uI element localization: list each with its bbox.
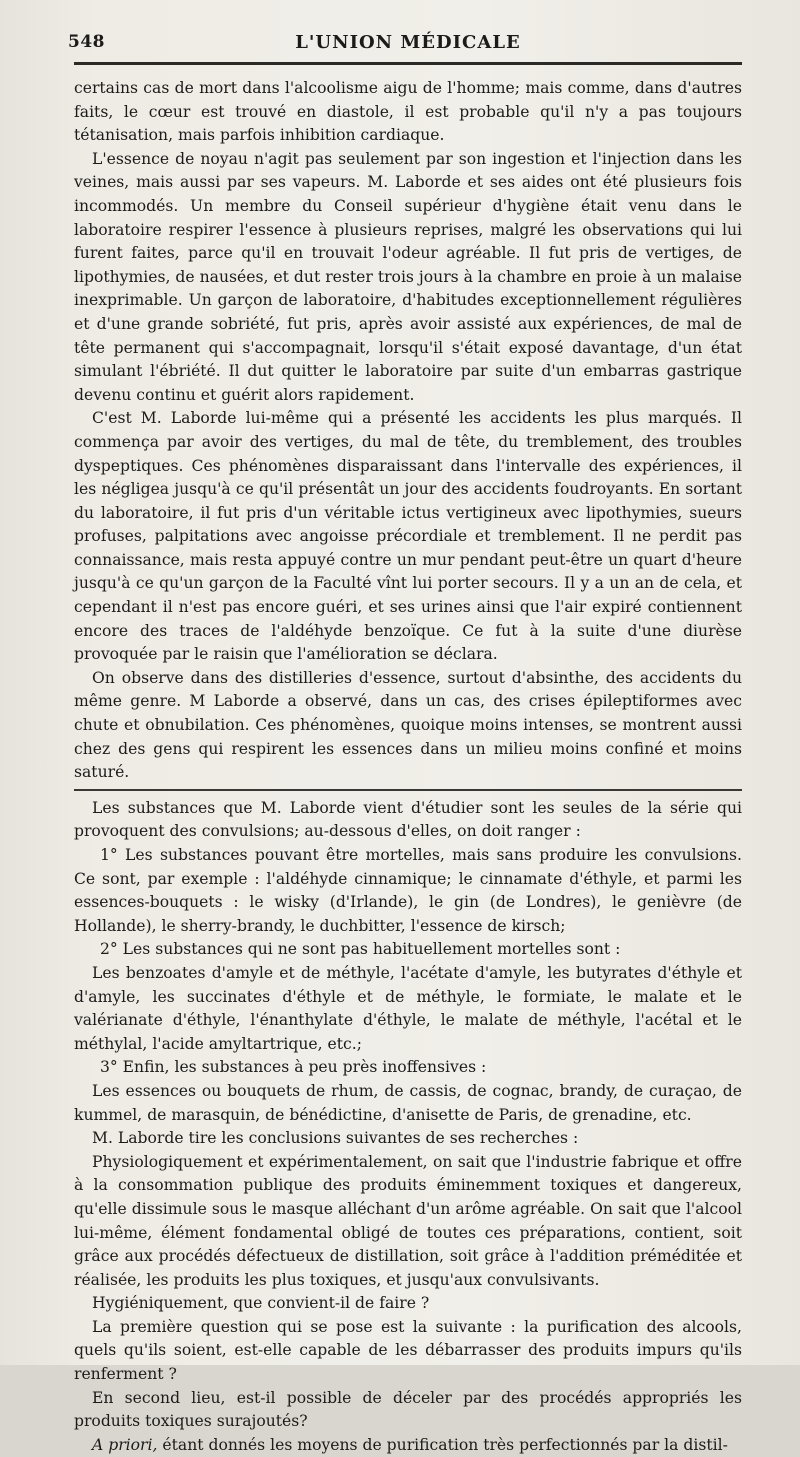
paragraph-distilleries: On observe dans des distilleries d'essence, surtout d'absinthe, des accidents du même genre. M Laborde a observé, dans un cas, des crises épileptiformes avec chute et obnubilation. Ces phénomènes, quoique moins intenses, se montrent aussi chez des gens qui respirent les essences dans un milieu moins confiné et moins saturé. [74,668,742,782]
section-divider [74,789,742,791]
paragraph-first-question: La première question qui se pose est la suivante : la purification des alcools, quels qu'ils soient, est-elle capable de les débarrasser des produits impurs qu'ils renferment ? [74,1317,742,1384]
paragraph-physiological-conclusion: Physiologiquement et expérimentalement, on sait que l'industrie fabrique et offre à la consommation publique des produits éminemment toxiques et dangereux, qu'elle dissimule sous le masque alléchant d'un arôme agréable. On sait que l'alcool lui-même, élément fondamental obligé de toutes ces préparations, contient, soit grâce aux procédés défectueux de distillation, soit grâce à l'addition préméditée et réalisée, les produits les plus toxiques, et jusqu'aux convulsivants. [74,1152,742,1289]
paragraph-second-question: En second lieu, est-il possible de déceler par des procédés appropriés les produits toxiques surajoutés? [74,1388,742,1431]
paragraph-harmless-substances: Les essences ou bouquets de rhum, de cassis, de cognac, brandy, de curaçao, de kummel, de marasquin, de bénédictine, d'anisette de Paris, de grenadine, etc. [74,1081,742,1124]
paragraph-vapours: L'essence de noyau n'agit pas seulement par son ingestion et l'injection dans les veines, mais aussi par ses vapeurs. M. Laborde et ses aides ont été plusieurs fois incommodés. Un membre du Conseil supérieur d'hygiène était venu dans le laboratoire respirer l'essence à plusieurs reprises, malgré les observations qui lui furent faites, parce qu'il en trouvait l'odeur agréable. Il fut pris de vertiges, de lipothymies, de nausées, et dut rester trois jours à la chambre en proie à un malaise inexprimable. Un garçon de laboratoire, d'habitudes exceptionnellement régulières et d'une grande sobriété, fut pris, après avoir assisté aux expériences, de mal de tête permanent qui s'accompagnait, lorsqu'il s'était exposé davantage, d'un état simulant l'ébriété. Il dut quitter le laboratoire par suite d'un embarras gastrique devenu continu et guérit alors rapidement. [74,149,742,404]
list-item-harmless-heading: 3° Enfin, les substances à peu près inoffensives : [100,1058,487,1077]
paragraph-conclusions-intro: M. Laborde tire les conclusions suivantes de ses recherches : [92,1129,579,1148]
list-item-non-mortal-heading: 2° Les substances qui ne sont pas habituellement mortelles sont : [100,940,621,959]
article-body [74,77,742,1457]
paragraph-hygiene-question: Hygiéniquement, que convient-il de faire ? [92,1294,430,1313]
paragraph-non-mortal-substances: Les benzoates d'amyle et de méthyle, l'acétate d'amyle, les butyrates d'éthyle et d'amyle, les succinates d'éthyle et de méthyle, le formiate, le malate et le valérianate d'éthyle, l'énanthylate d'éthyle, le malate de méthyle, l'acétal et le méthylal, l'acide amyltartrique, etc.; [74,963,742,1053]
header-rule [74,62,742,65]
running-header [68,28,742,62]
paragraph-laborde-accidents: C'est M. Laborde lui-même qui a présenté les accidents les plus marqués. Il commença par avoir des vertiges, du mal de tête, du tremblement, des troubles dyspeptiques. Ces phénomènes disparaissant dans l'intervalle des expériences, il les négligea jusqu'à ce qu'il présentât un jour des accidents foudroyants. En sortant du laboratoire, il fut pris d'un véritable ictus vertigineux avec lipothymies, sueurs profuses, palpitations avec angoisse précordiale et tremblement. Il ne perdit pas connaissance, mais resta appuyé contre un mur pendant peut-être un quart d'heure jusqu'à ce qu'un garçon de la Faculté vînt lui porter secours. Il y a un an de cela, et cependant il n'est pas encore guéri, et ses urines ainsi que l'air expiré contiennent encore des traces de l'aldéhyde benzoïque. Ce fut à la suite d'une diurèse provoquée par le raisin que l'amélioration se déclara. [74,409,742,664]
a-priori-text: étant donnés les moyens de purification très perfectionnés par la distil- [162,1435,728,1454]
paragraph-cardiac-inhibition: certains cas de mort dans l'alcoolisme aigu de l'homme; mais comme, dans d'autres faits, le cœur est trouvé en diastole, il est probable qu'il n'y a pas toujours tétanisation, mais parfois inhibition cardiaque. [74,79,742,145]
journal-title: L'UNION MÉDICALE [295,32,521,53]
paragraph-convulsive-substances: Les substances que M. Laborde vient d'étudier sont les seules de la série qui provoquent des convulsions; au-dessous d'elles, on doit ranger : [74,798,742,841]
paragraph-a-priori [74,1434,742,1457]
list-item-mortal-substances: 1° Les substances pouvant être mortelles, mais sans produire les convulsions. Ce sont, par exemple : l'aldéhyde cinnamique; le cinnamate d'éthyle, et parmi les essences-bouquets : le wisky (d'Irlande), le gin (de Londres), le genièvre (de Hollande), le sherry-brandy, le duchbitter, l'essence de kirsch; [74,846,742,935]
a-priori-lead: A priori, [92,1435,158,1454]
page-number: 548 [68,32,105,52]
